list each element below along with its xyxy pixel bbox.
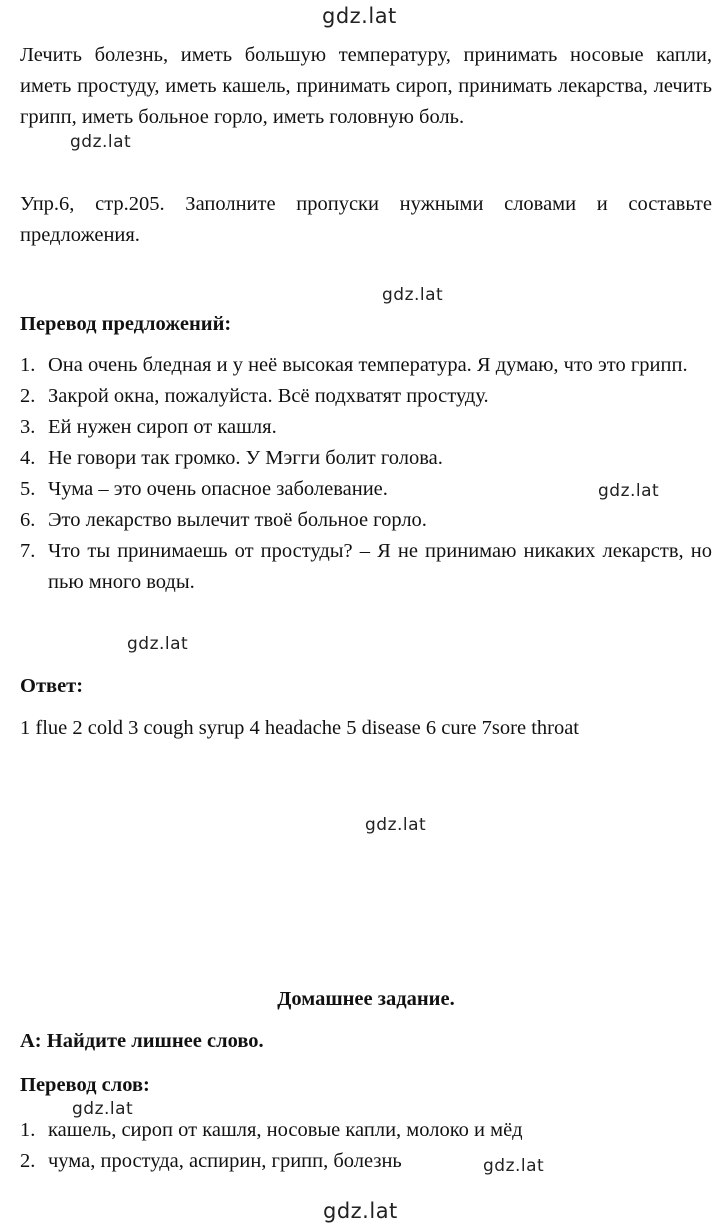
item-text: Она очень бледная и у неё высокая температура. Я думаю, что это грипп. xyxy=(48,354,688,376)
homework-heading: Домашнее задание. xyxy=(277,988,455,1010)
watermark-bottom: gdz.lat xyxy=(323,1199,398,1223)
list-item xyxy=(20,443,712,474)
watermark-top: gdz.lat xyxy=(322,4,397,28)
watermark: gdz.lat xyxy=(70,132,132,152)
list-item xyxy=(20,412,712,443)
item-text: Ей нужен сироп от кашля. xyxy=(48,416,277,438)
item-number: 4. xyxy=(20,447,36,469)
item-number: 2. xyxy=(20,385,36,407)
words-heading: Перевод слов: xyxy=(20,1074,150,1096)
intro-paragraph: Лечить болезнь, иметь большую температуру, принимать носовые капли, иметь простуду, иметь кашель, принимать сироп, принимать лекарства, лечить грипп, иметь больное горло, иметь головную боль. xyxy=(20,44,712,128)
list-item xyxy=(20,1146,712,1177)
item-number: 1. xyxy=(20,354,36,376)
item-text: Это лекарство вылечит твоё больное горло. xyxy=(48,509,427,531)
sentences-list xyxy=(20,350,712,598)
watermark: gdz.lat xyxy=(598,481,660,501)
item-text: кашель, сироп от кашля, носовые капли, молоко и мёд xyxy=(48,1119,523,1141)
item-number: 6. xyxy=(20,509,36,531)
watermark: gdz.lat xyxy=(365,815,427,835)
item-number: 3. xyxy=(20,416,36,438)
exercise-task: Упр.6, стр.205. Заполните пропуски нужными словами и составьте предложения. xyxy=(20,193,712,246)
word-groups-list xyxy=(20,1115,712,1177)
item-text: Закрой окна, пожалуйста. Всё подхватят простуду. xyxy=(48,385,489,407)
watermark: gdz.lat xyxy=(127,634,189,654)
item-number: 2. xyxy=(20,1150,36,1172)
list-item xyxy=(20,381,712,412)
list-item xyxy=(20,536,712,598)
answer-heading: Ответ: xyxy=(20,675,84,697)
item-number: 5. xyxy=(20,478,36,500)
translation-heading: Перевод предложений: xyxy=(20,313,232,335)
task-a: А: Найдите лишнее слово. xyxy=(20,1030,264,1052)
list-item xyxy=(20,1115,712,1146)
watermark: gdz.lat xyxy=(72,1099,134,1119)
list-item xyxy=(20,350,712,381)
watermark: gdz.lat xyxy=(382,285,444,305)
item-text: Что ты принимаешь от простуды? – Я не принимаю никаких лекарств, но пью много воды. xyxy=(48,540,712,593)
answer-text: 1 flue 2 cold 3 cough syrup 4 headache 5 disease 6 cure 7sore throat xyxy=(20,717,580,739)
item-text: Чума – это очень опасное заболевание. xyxy=(48,478,388,500)
item-text: чума, простуда, аспирин, грипп, болезнь xyxy=(48,1150,402,1172)
item-number: 7. xyxy=(20,540,36,562)
item-text: Не говори так громко. У Мэгги болит голова. xyxy=(48,447,443,469)
list-item xyxy=(20,505,712,536)
list-item xyxy=(20,474,712,505)
watermark: gdz.lat xyxy=(483,1156,545,1176)
item-number: 1. xyxy=(20,1119,36,1141)
